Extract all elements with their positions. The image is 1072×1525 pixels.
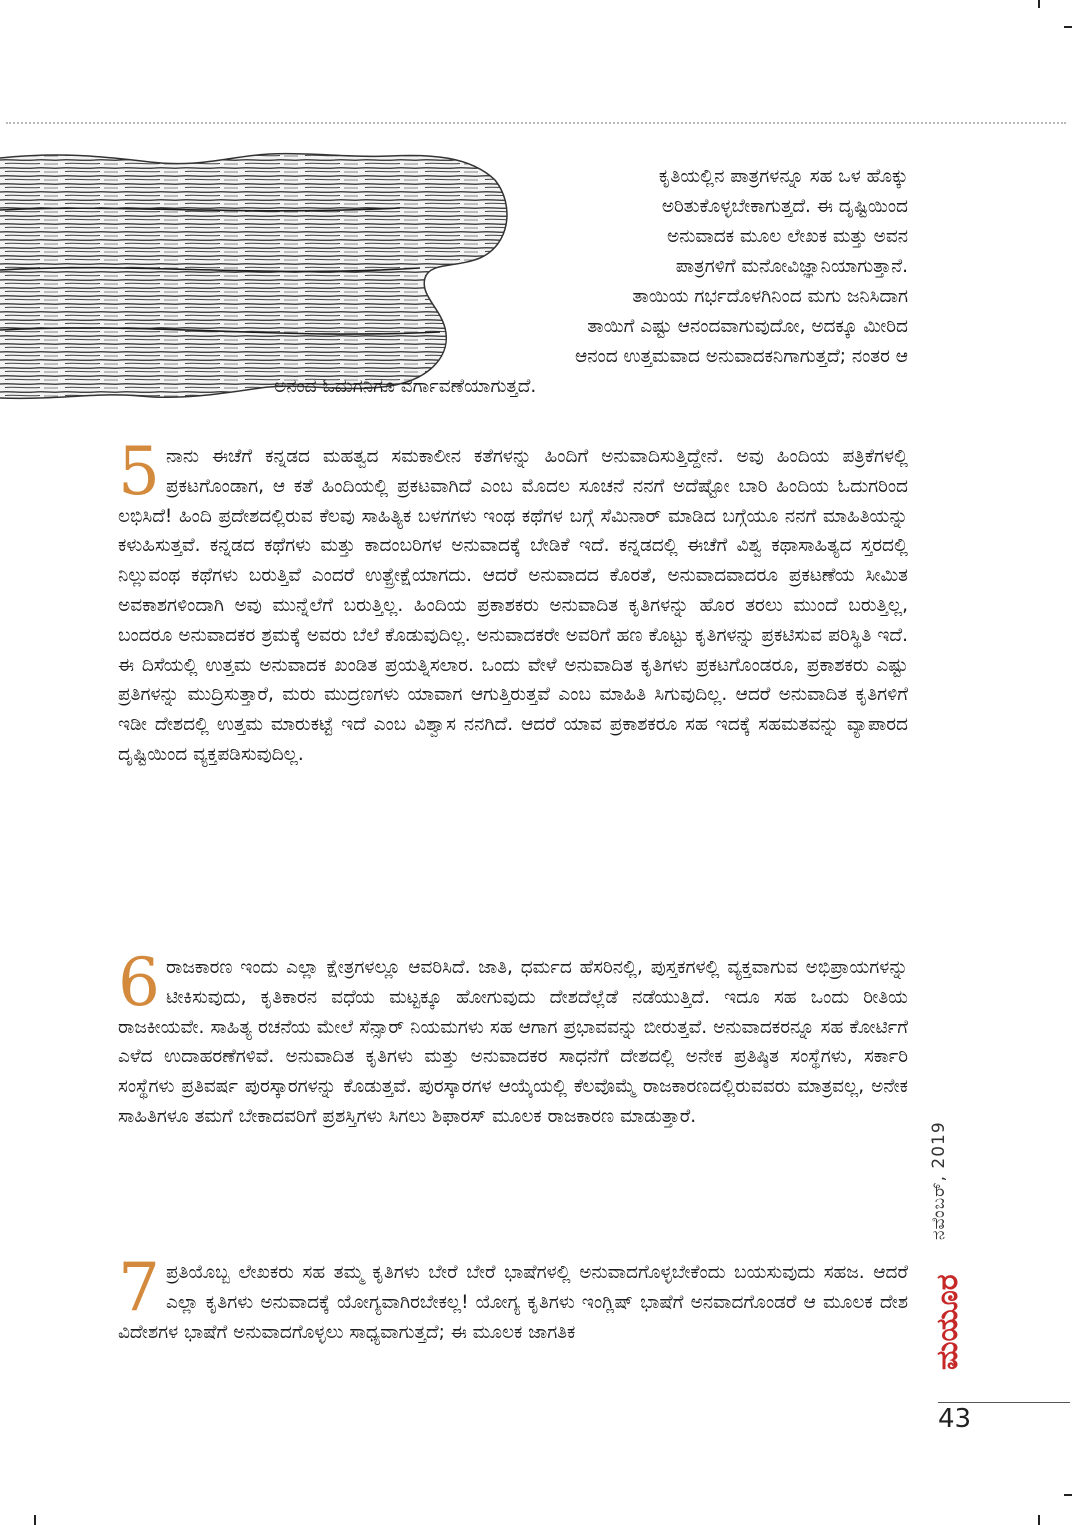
section-6 [118,944,908,1132]
intro-line: ಪಾತ್ರಗಳಿಗೆ ಮನೋವಿಜ್ಞಾನಿಯಾಗುತ್ತಾನೆ. [675,256,908,277]
intro-line: ತಾಯಿಗೆ ಎಷ್ಟು ಆನಂದವಾಗುವುದೋ, ಅದಕ್ಕೂ ಮೀರಿದ [587,316,908,337]
footer-rule [938,1402,1070,1403]
section-7 [118,1249,908,1347]
section-text: ನಾನು ಈಚೆಗೆ ಕನ್ನಡದ ಮಹತ್ವದ ಸಮಕಾಲೀನ ಕತೆಗಳನ್ನು ಹಿಂದಿಗೆ ಅನುವಾದಿಸುತ್ತಿದ್ದೇನೆ. ಅವು ಹಿಂದಿಯ ಪತ್ರಿಕೆಗಳಲ್ಲಿ ಪ್ರಕಟಗೊಂಡಾಗ, ಆ ಕತೆ ಹಿಂದಿಯಲ್ಲಿ ಪ್ರಕಟವಾಗಿದೆ ಎಂಬ ಮೊದಲ ಸೂಚನೆ ನನಗೆ ಅದೆಷ್ಟೋ ಬಾರಿ ಹಿಂದಿಯ ಓದುಗರಿಂದ ಲಭಿಸಿದೆ! ಹಿಂದಿ ಪ್ರದೇಶದಲ್ಲಿರುವ ಕೆಲವು ಸಾಹಿತ್ಯಿಕ ಬಳಗಗಳು ಇಂಥ ಕಥೆಗಳ ಬಗ್ಗೆ ಸೆಮಿನಾರ್ ಮಾಡಿದ ಬಗ್ಗೆಯೂ ನನಗೆ ಮಾಹಿತಿಯನ್ನು ಕಳುಹಿಸುತ್ತವೆ. ಕನ್ನಡದ ಕಥೆಗಳು ಮತ್ತು ಕಾದಂಬರಿಗಳ ಅನುವಾದಕ್ಕೆ ಬೇಡಿಕೆ ಇದೆ. ಕನ್ನಡದಲ್ಲಿ ಈಚೆಗೆ ವಿಶ್ವ ಕಥಾಸಾಹಿತ್ಯದ ಸ್ತರದಲ್ಲಿ ನಿಲ್ಲುವಂಥ ಕಥೆಗಳು ಬರುತ್ತಿವೆ ಎಂದರೆ ಉತ್ಪ್ರೇಕ್ಷೆಯಾಗದು. ಆದರೆ ಅನುವಾದದ ಕೊರತೆ, ಅನುವಾದವಾದರೂ ಪ್ರಕಟಣೆಯ ಸೀಮಿತ ಅವಕಾಶಗಳಿಂದಾಗಿ ಅವು ಮುನ್ನೆಲೆಗೆ ಬರುತ್ತಿಲ್ಲ. ಹಿಂದಿಯ ಪ್ರಕಾಶಕರು ಅನುವಾದಿತ ಕೃತಿಗಳನ್ನು ಹೊರ ತರಲು ಮುಂದೆ ಬರುತ್ತಿಲ್ಲ, ಬಂದರೂ ಅನುವಾದಕರ ಶ್ರಮಕ್ಕೆ ಅವರು ಬೆಲೆ ಕೊಡುವುದಿಲ್ಲ. ಅನುವಾದಕರೇ ಅವರಿಗೆ ಹಣ ಕೊಟ್ಟು ಕೃತಿಗಳನ್ನು ಪ್ರಕಟಿಸುವ ಪರಿಸ್ಥಿತಿ ಇದೆ. ಈ ದಿಸೆಯಲ್ಲಿ ಉತ್ತಮ ಅನುವಾದಕ ಖಂಡಿತ ಪ್ರಯತ್ನಿಸಲಾರ. ಒಂದು ವೇಳೆ ಅನುವಾದಿತ ಕೃತಿಗಳು ಪ್ರಕಟಗೊಂಡರೂ, ಪ್ರಕಾಶಕರು ಎಷ್ಟು ಪ್ರತಿಗಳನ್ನು ಮುದ್ರಿಸುತ್ತಾರೆ, ಮರು ಮುದ್ರಣಗಳು ಯಾವಾಗ ಆಗುತ್ತಿರುತ್ತವೆ ಎಂಬ ಮಾಹಿತಿ ಸಿಗುವುದಿಲ್ಲ. ಆದರೆ ಅನುವಾದಿತ ಕೃತಿಗಳಿಗೆ ಇಡೀ ದೇಶದಲ್ಲಿ ಉತ್ತಮ ಮಾರುಕಟ್ಟೆ ಇದೆ ಎಂಬ ವಿಶ್ವಾಸ ನನಗಿದೆ. ಆದರೆ ಯಾವ ಪ್ರಕಾಶಕರೂ ಸಹ ಇದಕ್ಕೆ ಸಹಮತವನ್ನು ವ್ಯಾಪಾರದ ದೃಷ್ಟಿಯಿಂದ ವ್ಯಕ್ತಪಡಿಸುವುದಿಲ್ಲ. [118,446,908,765]
intro-line: ಅರಿತುಕೊಳ್ಳಬೇಕಾಗುತ್ತದೆ. ಈ ದೃಷ್ಟಿಯಿಂದ [661,196,908,217]
intro-line: ಅನಂದ ಓದುಗನಿಗೂ ವರ್ಗಾವಣೆಯಾಗುತ್ತದೆ. [274,376,537,397]
header-dotted-rule [6,122,1066,124]
intro-line: ಅನುವಾದಕ ಮೂಲ ಲೇಖಕ ಮತ್ತು ಅವನ [666,226,908,247]
intro-line: ತಾಯಿಯ ಗರ್ಭದೊಳಗಿನಿಂದ ಮಗು ಜನಿಸಿದಾಗ [632,286,908,307]
section-number-dropcap: 5 [118,433,160,510]
intro-line: ಆನಂದ ಉತ್ತಮವಾದ ಅನುವಾದಕನಿಗಾಗುತ್ತದೆ; ನಂತರ ಆ [575,346,908,367]
crop-mark [1038,1515,1040,1525]
section-text: ರಾಜಕಾರಣ ಇಂದು ಎಲ್ಲಾ ಕ್ಷೇತ್ರಗಳಲ್ಲೂ ಆವರಿಸಿದೆ. ಜಾತಿ, ಧರ್ಮದ ಹೆಸರಿನಲ್ಲಿ, ಪುಸ್ತಕಗಳಲ್ಲಿ ವ್ಯಕ್ತವಾಗುವ ಅಭಿಪ್ರಾಯಗಳನ್ನು ಟೀಕಿಸುವುದು, ಕೃತಿಕಾರನ ವಧೆಯ ಮಟ್ಟಕ್ಕೂ ಹೋಗುವುದು ದೇಶದೆಲ್ಲೆಡೆ ನಡೆಯುತ್ತಿದೆ. ಇದೂ ಸಹ ಒಂದು ರೀತಿಯ ರಾಜಕೀಯವೇ. ಸಾಹಿತ್ಯ ರಚನೆಯ ಮೇಲೆ ಸೆನ್ಸಾರ್ ನಿಯಮಗಳು ಸಹ ಆಗಾಗ ಪ್ರಭಾವವನ್ನು ಬೀರುತ್ತವೆ. ಅನುವಾದಕರನ್ನೂ ಸಹ ಕೋರ್ಟಿಗೆ ಎಳೆದ ಉದಾಹರಣೆಗಳಿವೆ. ಅನುವಾದಿತ ಕೃತಿಗಳು ಮತ್ತು ಅನುವಾದಕರ ಸಾಧನೆಗೆ ದೇಶದಲ್ಲಿ ಅನೇಕ ಪ್ರತಿಷ್ಠಿತ ಸಂಸ್ಥೆಗಳು, ಸರ್ಕಾರಿ ಸಂಸ್ಥೆಗಳು ಪ್ರತಿವರ್ಷ ಪುರಸ್ಕಾರಗಳನ್ನು ಕೊಡುತ್ತವೆ. ಪುರಸ್ಕಾರಗಳ ಆಯ್ಕೆಯಲ್ಲಿ ಕೆಲವೊಮ್ಮೆ ರಾಜಕಾರಣದಲ್ಲಿರುವವರು ಮಾತ್ರವಲ್ಲ, ಅನೇಕ ಸಾಹಿತಿಗಳೂ ತಮಗೆ ಬೇಕಾದವರಿಗೆ ಪ್ರಶಸ್ತಿಗಳು ಸಿಗಲು ಶಿಫಾರಸ್ ಮೂಲಕ ರಾಜಕಾರಣ ಮಾಡುತ್ತಾರೆ. [118,957,908,1127]
crop-mark [1038,0,1040,8]
section-number-dropcap: 6 [118,944,160,1021]
intro-paragraph [260,162,908,402]
issue-date: ನವೆಂಬರ್, 2019 [929,1121,949,1240]
section-number-dropcap: 7 [118,1249,160,1326]
crop-mark [34,1515,36,1525]
section-text: ಪ್ರತಿಯೊಬ್ಬ ಲೇಖಕರು ಸಹ ತಮ್ಮ ಕೃತಿಗಳು ಬೇರೆ ಬೇರೆ ಭಾಷೆಗಳಲ್ಲಿ ಅನುವಾದಗೊಳ್ಳಬೇಕೆಂದು ಬಯಸುವುದು ಸಹಜ. ಆದರೆ ಎಲ್ಲಾ ಕೃತಿಗಳು ಅನುವಾದಕ್ಕೆ ಯೋಗ್ಯವಾಗಿರಬೇಕಲ್ಲ! ಯೋಗ್ಯ ಕೃತಿಗಳು ಇಂಗ್ಲಿಷ್ ಭಾಷೆಗೆ ಅನವಾದಗೊಂಡರೆ ಆ ಮೂಲಕ ದೇಶ ವಿದೇಶಗಳ ಭಾಷೆಗೆ ಅನುವಾದಗೊಳ್ಳಲು ಸಾಧ್ಯವಾಗುತ್ತದೆ; ಈ ಮೂಲಕ ಜಾಗತಿಕ [118,1262,908,1343]
crop-mark [1064,1494,1072,1496]
section-5 [118,433,908,770]
intro-line: ಕೃತಿಯಲ್ಲಿನ ಪಾತ್ರಗಳನ್ನೂ ಸಹ ಒಳ ಹೊಕ್ಕು [658,166,908,187]
crop-mark [1064,26,1072,28]
page-number: 43 [938,1404,972,1434]
magazine-logo: ಮಯೂರ [930,1274,965,1370]
